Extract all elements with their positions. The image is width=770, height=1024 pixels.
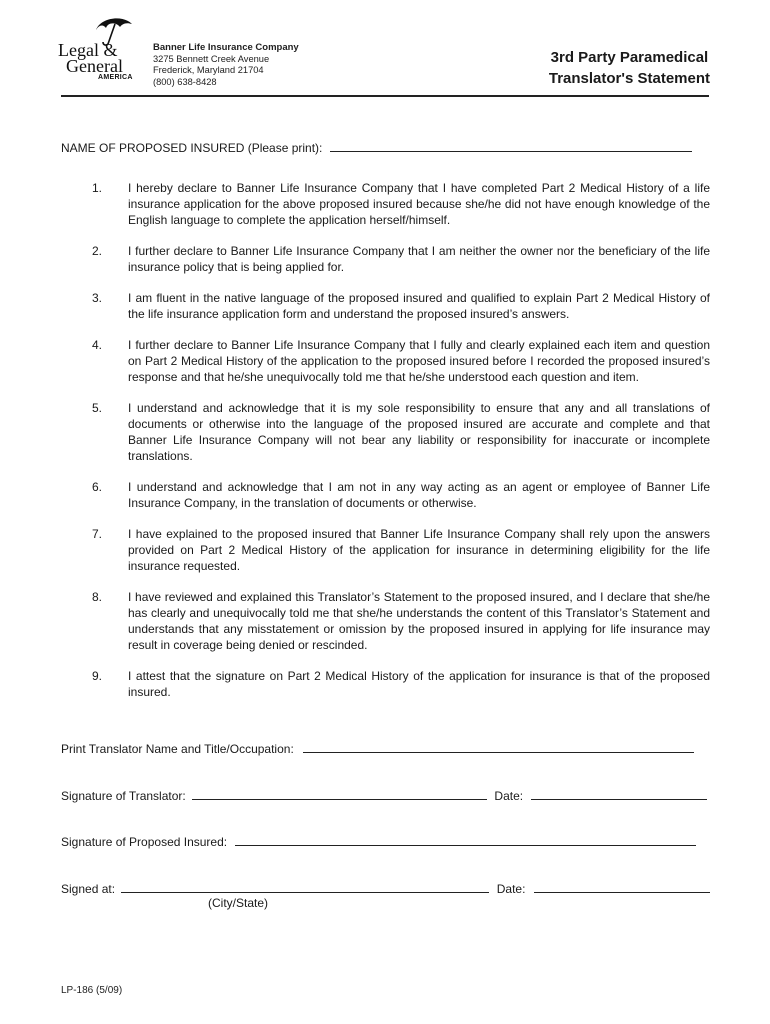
- insured-signature-row: [61, 833, 696, 849]
- logo-text-legal: Legal &: [58, 40, 118, 60]
- signed-at-row: [61, 880, 710, 896]
- signed-at-date-field[interactable]: [534, 880, 710, 893]
- statement-text: I have explained to the proposed insured that Banner Life Insurance Company shall rely upon the answers provided on Part 2 Medical History of the application for insurance in determining eligibility for the life insurance requested.: [128, 527, 710, 573]
- statement-number: 3.: [92, 291, 103, 305]
- document-title-line1: 3rd Party Paramedical: [550, 49, 709, 66]
- logo-text-america: AMERICA: [98, 74, 133, 81]
- statement-item: [61, 400, 710, 464]
- city-state-note: (City/State): [208, 896, 269, 910]
- statement-text: I further declare to Banner Life Insurance Company that I am neither the owner nor the beneficiary of the life insurance policy that is being applied for.: [128, 244, 710, 274]
- proposed-insured-name-row: [61, 139, 692, 155]
- statement-number: 1.: [92, 181, 103, 195]
- insured-signature-field[interactable]: [235, 833, 696, 846]
- signed-at-date-label: Date:: [496, 882, 526, 896]
- translator-name-field[interactable]: [303, 740, 694, 753]
- statement-text: I am fluent in the native language of the proposed insured and qualified to explain Part 2 Medical History of the life insurance application form and understand the proposed insured’s answers.: [128, 291, 710, 321]
- header-divider: [61, 95, 709, 97]
- company-address-block: [153, 42, 299, 88]
- translator-signature-row: [61, 787, 707, 803]
- statement-text: I understand and acknowledge that I am not in any way acting as an agent or employee of Banner Life Insurance Company, in the translation of documents or otherwise.: [128, 480, 710, 510]
- statement-item: [61, 243, 710, 275]
- statement-item: [61, 526, 710, 574]
- statement-text: I hereby declare to Banner Life Insurance Company that I have completed Part 2 Medical History of a life insurance application for the above proposed insured because she/he did not have enough knowledge of the English language to complete the application herself/himself.: [128, 181, 710, 227]
- proposed-insured-name-field[interactable]: [330, 139, 692, 152]
- signed-at-label: Signed at:: [61, 882, 116, 896]
- translator-name-row: [61, 740, 694, 756]
- translator-date-field[interactable]: [531, 787, 707, 800]
- document-title-line2: Translator's Statement: [548, 70, 710, 87]
- statement-list: [61, 180, 710, 700]
- statement-number: 9.: [92, 669, 103, 683]
- statement-item: [61, 337, 710, 385]
- company-street: 3275 Bennett Creek Avenue: [153, 53, 270, 64]
- translator-signature-field[interactable]: [192, 787, 487, 800]
- statement-item: [61, 589, 710, 653]
- statement-number: 4.: [92, 338, 103, 352]
- company-phone: (800) 638-8428: [153, 76, 217, 87]
- statement-text: I further declare to Banner Life Insurance Company that I fully and clearly explained each item and question on Part 2 Medical History of the application to the proposed insured before I recorded the proposed insured’s response and that he/she unequivocally told me that he/she understood each question and item.: [128, 338, 710, 384]
- translator-signature-label: Signature of Translator:: [61, 789, 186, 803]
- statement-item: [61, 479, 710, 511]
- logo-text-general: General: [66, 56, 123, 76]
- statement-text: I understand and acknowledge that it is my sole responsibility to ensure that any and all translations of documents or otherwise into the language of the proposed insured are accurate and complete and that Banner Life Insurance Company will not bear any liability or responsibility for inaccurate or incomplete translations.: [128, 401, 710, 463]
- statement-number: 6.: [92, 480, 103, 494]
- statement-item: [61, 290, 710, 322]
- statement-number: 2.: [92, 244, 103, 258]
- statement-number: 7.: [92, 527, 103, 541]
- signed-at-field[interactable]: [121, 880, 489, 893]
- form-code: LP-186 (5/09): [61, 985, 123, 996]
- statement-text: I attest that the signature on Part 2 Medical History of the application for insurance is that of the proposed insured.: [128, 669, 710, 699]
- translator-name-label: Print Translator Name and Title/Occupation:: [61, 742, 294, 756]
- insured-signature-label: Signature of Proposed Insured:: [61, 835, 228, 849]
- translator-date-label: Date:: [494, 789, 524, 803]
- statement-number: 8.: [92, 590, 103, 604]
- statement-item: [61, 668, 710, 700]
- proposed-insured-name-label: NAME OF PROPOSED INSURED (Please print):: [61, 141, 323, 155]
- document-title: [549, 47, 710, 89]
- statement-item: [61, 180, 710, 228]
- legal-general-logo: [58, 16, 138, 86]
- statement-text: I have reviewed and explained this Translator’s Statement to the proposed insured, and I declare that she/he has clearly and unequivocally told me that she/he understands the content of this Translator’s Statement and understands that any misstatement or omission by the proposed insured in applying for life insurance may result in coverage being denied or rescinded.: [128, 590, 710, 652]
- company-city: Frederick, Maryland 21704: [153, 65, 264, 75]
- statement-number: 5.: [92, 401, 103, 415]
- company-name: Banner Life Insurance Company: [153, 42, 299, 53]
